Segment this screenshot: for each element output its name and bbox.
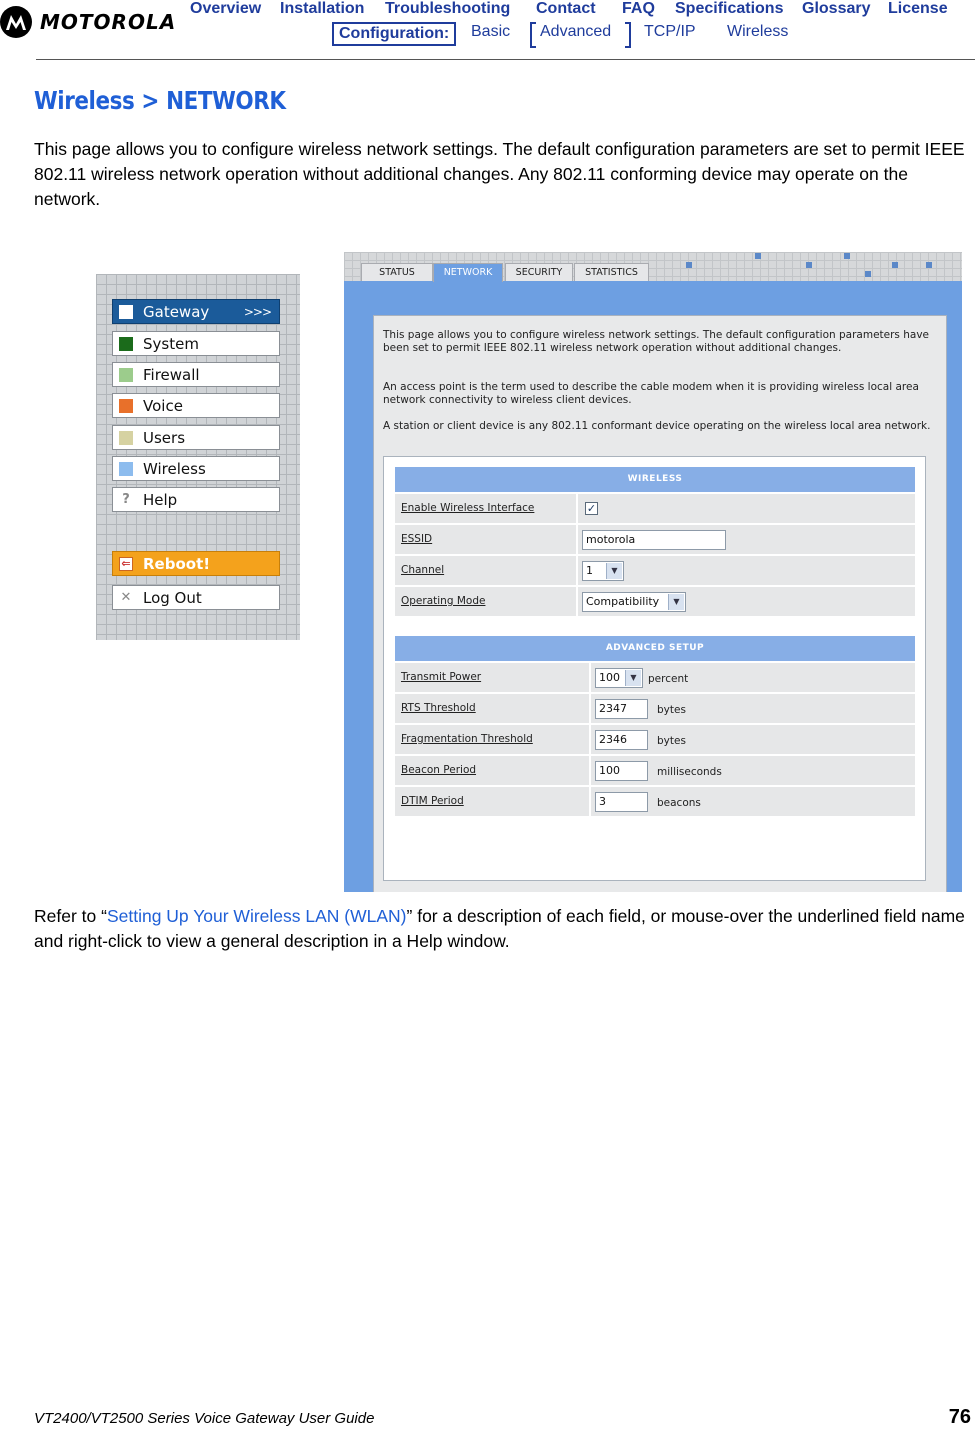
- row-channel: [395, 556, 915, 585]
- page-title: Wireless > NETWORK: [34, 86, 286, 115]
- operating-mode-label[interactable]: Operating Mode: [401, 595, 486, 607]
- fragmentation-threshold-unit: bytes: [657, 735, 686, 747]
- wireless-network-screenshot: [344, 252, 962, 892]
- refer-paragraph: [34, 904, 969, 954]
- dtim-period-unit: beacons: [657, 797, 701, 809]
- row-enable-wireless: [395, 494, 915, 523]
- settings-box: [383, 456, 926, 881]
- tab-status[interactable]: STATUS: [361, 263, 433, 281]
- white-square-icon: [119, 305, 133, 319]
- dropdown-arrow-icon: ▼: [625, 670, 641, 686]
- menu-logout[interactable]: [112, 585, 280, 610]
- reboot-arrow-icon: ⇐: [119, 557, 133, 571]
- refer-prefix: Refer to “: [34, 906, 107, 926]
- decor-square: [686, 262, 692, 268]
- orange-square-icon: [119, 399, 133, 413]
- page-number: 76: [948, 1406, 971, 1428]
- nav-faq[interactable]: FAQ: [622, 0, 655, 17]
- menu-firewall-label: Firewall: [143, 365, 200, 384]
- screenshot-description-1: This page allows you to configure wireless network settings. The default configuration parameters have been set to permit IEEE 802.11 wireless network operation without additional changes.: [383, 329, 929, 354]
- nav-installation[interactable]: Installation: [280, 0, 365, 17]
- beacon-period-input[interactable]: 100: [595, 761, 648, 781]
- menu-help[interactable]: [112, 487, 280, 512]
- dtim-period-label[interactable]: DTIM Period: [401, 795, 464, 807]
- beacon-period-label[interactable]: Beacon Period: [401, 764, 477, 776]
- row-dtim-period: [395, 787, 915, 816]
- nav-configuration[interactable]: Configuration:: [332, 22, 456, 46]
- decor-square: [844, 253, 850, 259]
- motorola-batwing-icon: [0, 6, 32, 38]
- fragmentation-threshold-input[interactable]: 2346: [595, 730, 648, 750]
- column-divider: [589, 756, 591, 785]
- decor-square: [926, 262, 932, 268]
- nav-contact[interactable]: Contact: [536, 0, 596, 17]
- essid-input[interactable]: motorola: [582, 530, 726, 550]
- refer-suffix: ” for a description of each field, or mouse-over the underlined field name and right-click to view a general description in a Help window.: [34, 906, 965, 951]
- row-rts-threshold: [395, 694, 915, 723]
- column-divider: [576, 525, 578, 554]
- advanced-section-header: ADVANCED SETUP: [395, 636, 915, 661]
- nav-specifications[interactable]: Specifications: [675, 0, 784, 17]
- decor-square: [892, 262, 898, 268]
- dark-green-square-icon: [119, 337, 133, 351]
- intro-paragraph: This page allows you to configure wireless network settings. The default configuration parameters are set to permit IEEE 802.11 wireless network operation without additional changes. Any 802.11 conforming device may operate on the network.: [34, 139, 965, 209]
- network-content-panel: [373, 315, 947, 892]
- motorola-logo: [0, 4, 176, 40]
- header-divider: [36, 59, 975, 60]
- nav-overview[interactable]: Overview: [190, 0, 262, 17]
- column-divider: [589, 725, 591, 754]
- tab-statistics[interactable]: STATISTICS: [574, 263, 649, 281]
- menu-wireless[interactable]: [112, 456, 280, 481]
- column-divider: [576, 494, 578, 523]
- beacon-period-unit: milliseconds: [657, 766, 722, 778]
- column-divider: [589, 663, 591, 692]
- wireless-section-header: WIRELESS: [395, 467, 915, 492]
- column-divider: [576, 556, 578, 585]
- menu-system-label: System: [143, 334, 199, 353]
- operating-mode-select[interactable]: [582, 592, 686, 612]
- menu-system[interactable]: [112, 331, 280, 356]
- row-essid: [395, 525, 915, 554]
- rts-threshold-label[interactable]: RTS Threshold: [401, 702, 476, 714]
- enable-wireless-checkbox[interactable]: ✓: [586, 502, 597, 515]
- dropdown-arrow-icon: ▼: [606, 563, 622, 579]
- row-operating-mode: [395, 587, 915, 616]
- menu-users[interactable]: [112, 425, 280, 450]
- row-transmit-power: [395, 663, 915, 692]
- row-fragmentation-threshold: [395, 725, 915, 754]
- column-divider: [589, 787, 591, 816]
- screenshot-tab-bar: [344, 252, 962, 281]
- menu-help-label: Help: [143, 490, 178, 509]
- rts-threshold-input[interactable]: 2347: [595, 699, 648, 719]
- wlan-setup-link[interactable]: Setting Up Your Wireless LAN (WLAN): [106, 906, 407, 926]
- nav-advanced[interactable]: Advanced: [540, 23, 612, 40]
- menu-users-label: Users: [143, 428, 186, 447]
- fragmentation-threshold-label[interactable]: Fragmentation Threshold: [401, 733, 533, 745]
- nav-glossary[interactable]: Glossary: [802, 0, 871, 17]
- operating-mode-value: Compatibility: [586, 595, 660, 608]
- decor-square: [755, 253, 761, 259]
- nav-basic[interactable]: Basic: [471, 23, 511, 40]
- nav-troubleshooting[interactable]: Troubleshooting: [385, 0, 511, 17]
- tab-network[interactable]: NETWORK: [433, 263, 503, 282]
- rts-threshold-unit: bytes: [657, 704, 686, 716]
- menu-wireless-label: Wireless: [143, 459, 206, 478]
- menu-logout-label: Log Out: [143, 588, 202, 607]
- nav-license[interactable]: License: [888, 0, 948, 17]
- column-divider: [576, 587, 578, 616]
- footer-guide-title: VT2400/VT2500 Series Voice Gateway User Guide: [34, 1410, 375, 1427]
- khaki-square-icon: [119, 431, 133, 445]
- channel-select[interactable]: [582, 561, 624, 581]
- screenshot-description-3: A station or client device is any 802.11 conformant device operating on the wireless local area network.: [383, 420, 931, 432]
- channel-value: 1: [586, 564, 593, 577]
- brand-wordmark: MOTOROLA: [40, 10, 177, 34]
- question-icon: ?: [122, 491, 130, 507]
- decor-square: [865, 271, 871, 277]
- menu-reboot[interactable]: [112, 551, 280, 576]
- transmit-power-value: 100: [599, 671, 620, 684]
- menu-gateway-label: Gateway: [143, 302, 210, 321]
- tab-security[interactable]: SECURITY: [505, 263, 573, 281]
- decor-square: [806, 262, 812, 268]
- transmit-power-select[interactable]: [595, 668, 643, 688]
- gateway-menu-screenshot: [96, 274, 300, 640]
- essid-label[interactable]: ESSID: [401, 533, 433, 545]
- menu-voice-label: Voice: [143, 396, 183, 415]
- nav-tcpip[interactable]: TCP/IP: [644, 23, 696, 40]
- nav-advanced-highlight: [530, 22, 631, 46]
- channel-label[interactable]: Channel: [401, 564, 445, 576]
- transmit-power-unit: percent: [648, 673, 689, 685]
- nav-wireless[interactable]: Wireless: [727, 23, 789, 40]
- transmit-power-label[interactable]: Transmit Power: [401, 671, 482, 683]
- menu-gateway[interactable]: [112, 299, 280, 324]
- menu-reboot-label: Reboot!: [143, 554, 211, 573]
- column-divider: [589, 694, 591, 723]
- enable-wireless-label[interactable]: Enable Wireless Interface: [401, 502, 535, 514]
- chevrons-right-icon: >>>: [243, 304, 271, 319]
- menu-voice[interactable]: [112, 393, 280, 418]
- light-blue-square-icon: [119, 462, 133, 476]
- row-beacon-period: [395, 756, 915, 785]
- menu-firewall[interactable]: [112, 362, 280, 387]
- dropdown-arrow-icon: ▼: [668, 594, 684, 610]
- dtim-period-input[interactable]: 3: [595, 792, 648, 812]
- screenshot-description-2: An access point is the term used to describe the cable modem when it is providing wireless local area network connectivity to wireless client devices.: [383, 381, 919, 406]
- close-x-icon: ✕: [120, 589, 132, 605]
- light-green-square-icon: [119, 368, 133, 382]
